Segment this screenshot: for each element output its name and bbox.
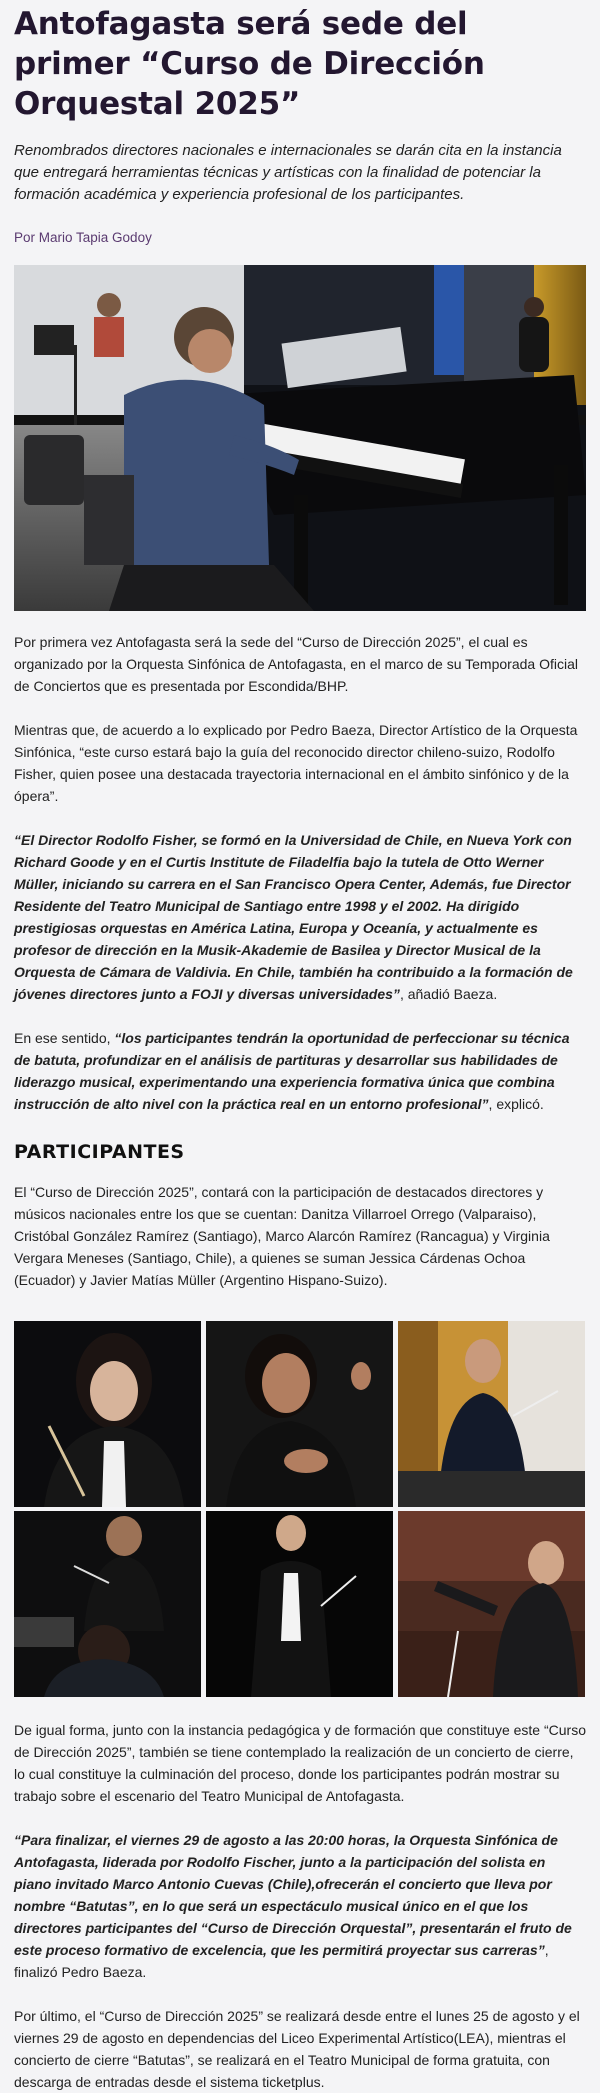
participant-photo [14,1321,201,1507]
paragraph-fisher-bio [14,829,586,1005]
paragraph-batutas [14,1829,586,1983]
paragraph-closing-concert: De igual forma, junto con la instancia pedagógica y de formación que constituye este “Curso de Dirección 2025”, también se tiene contemplado la realización de un concierto de cierre, lo cual constituye la culminación del proceso, donde los participantes podrán mostrar su trabajo sobre el escenario del Teatro Municipal de Antofagasta. [14,1722,586,1804]
participants-photo-grid [14,1321,586,1697]
paragraph-lead-text: En ese sentido, [14,1030,115,1046]
paragraph-schedule: Por último, el “Curso de Dirección 2025” se realizará desde entre el lunes 25 de agosto y el viernes 29 de agosto en dependencias del Liceo Experimental Artístico(LEA), mientras el concierto de cierre “Batutas”, se realizará en el Teatro Municipal de forma gratuita, con descarga de entradas desde el sistema ticketplus. [14,2008,580,2090]
hero-photo-pianist [14,265,586,611]
paragraph-participants-opportunity [14,1027,586,1115]
paragraph-baeza: Mientras que, de acuerdo a lo explicado por Pedro Baeza, Director Artístico de la Orquesta Sinfónica, “este curso estará bajo la guía del reconocido director chileno-suizo, Rodolfo Fisher, quien posee una destacada trayectoria internacional en el ámbito sinfónico y de la ópera”. [14,722,578,804]
article-lead: Renombrados directores nacionales e internacionales se darán cita en la instancia que entregará herramientas técnicas y artísticas con la finalidad de potenciar la formación académica y experiencia profesional de los participantes. [14,142,562,203]
paragraph-participants-list: El “Curso de Dirección 2025”, contará con la participación de destacados directores y músicos nacionales entre los que se cuentan: Danitza Villarroel Orrego (Valparaiso), Cristóbal González Ramírez (Santiago), Marco Alarcón Ramírez (Rancagua) y Virginia Vergara Meneses (Santiago, Chile), a quienes se suman Jessica Cárdenas Ochoa (Ecuador) y Javier Matías Müller (Argentino Hispano-Suizo). [14,1184,550,1288]
participant-photo [206,1321,393,1507]
quote-opportunity: “los participantes tendrán la oportunidad de perfeccionar su técnica de batuta, profundizar en el análisis de partituras y desarrollar sus habilidades de liderazgo musical, experimentando una experiencia formativa única que combina instrucción de alto nivel con la práctica real en un entorno profesional” [14,1030,570,1112]
participant-photo [206,1511,393,1697]
quote-attribution: , explicó. [488,1096,544,1112]
article-title: Antofagasta será sede del primer “Curso de Dirección Orquestal 2025” [14,6,485,122]
participant-photo [398,1321,585,1507]
participant-photo [14,1511,201,1697]
quote-fisher-bio: “El Director Rodolfo Fisher, se formó en la Universidad de Chile, en Nueva York con Richard Goode y en el Curtis Institute de Filadelfia bajo la tutela de Otto Werner Müller, iniciando su carrera en el San Francisco Opera Center, Además, fue Director Residente del Teatro Municipal de Santiago entre 1998 y el 2002. Ha dirigido prestigiosas orquestas en América Latina, Europa y Oceanía, y actualmente es profesor de dirección en la Musik-Akademie de Basilea y Director Musical de la Orquesta de Cámara de Valdivia. En Chile, también ha contribuido a la formación de jóvenes directores junto a FOJI y diversas universidades” [14,832,573,1002]
quote-attribution: , finalizó Pedro Baeza. [14,1942,549,1980]
article-byline: Por Mario Tapia Godoy [14,230,152,245]
participant-photo [398,1511,585,1697]
quote-batutas: “Para finalizar, el viernes 29 de agosto a las 20:00 horas, la Orquesta Sinfónica de Antofagasta, liderada por Rodolfo Fischer, junto a la participación del solista en piano invitado Marco Antonio Cuevas (Chile),ofrecerán el concierto que lleva por nombre “Batutas”, en lo que será un espectáculo musical único en el que los directores participantes del “Curso de Dirección Orquestal”, presentarán el fruto de este proceso formativo de excelencia, que les permitirá proyectar sus carreras” [14,1832,572,1958]
quote-attribution: , añadió Baeza. [399,986,498,1002]
paragraph-intro: Por primera vez Antofagasta será la sede del “Curso de Dirección 2025”, el cual es organizado por la Orquesta Sinfónica de Antofagasta, en el marco de su Temporada Oficial de Conciertos que es presentada por Escondida/BHP. [14,634,578,694]
section-title-participantes: PARTICIPANTES [14,1141,185,1163]
